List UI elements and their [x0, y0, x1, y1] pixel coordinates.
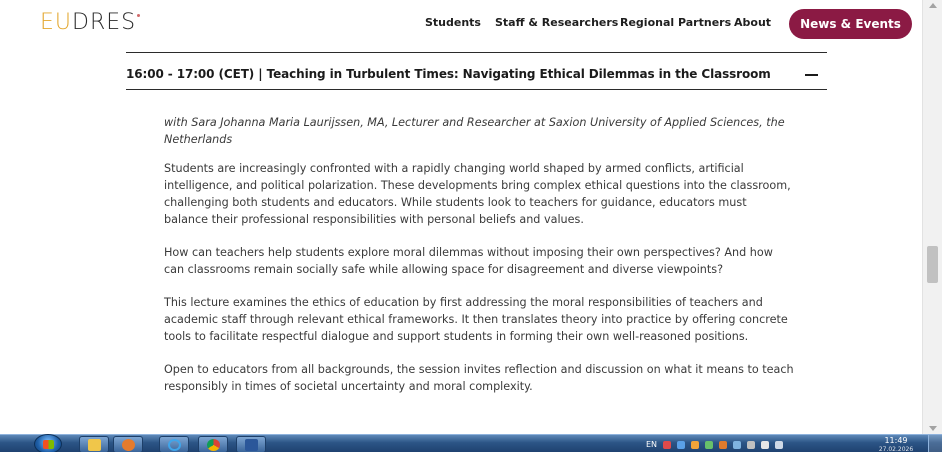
scroll-down-icon[interactable]: [929, 426, 937, 431]
tray-app-icon[interactable]: [677, 441, 685, 449]
windows-flag-icon: [43, 440, 54, 449]
windows-taskbar: [0, 434, 942, 452]
tray-app-icon[interactable]: [719, 441, 727, 449]
play-icon: [122, 439, 135, 451]
accordion-content: [164, 114, 794, 411]
folder-icon: [88, 439, 101, 451]
internet-explorer-icon[interactable]: [159, 436, 189, 452]
start-icon[interactable]: [34, 434, 62, 452]
explorer-icon[interactable]: [79, 436, 109, 452]
nav-regional-partners[interactable]: Regional Partners: [620, 16, 732, 29]
volume-icon[interactable]: [761, 441, 769, 449]
accordion-title[interactable]: 16:00 - 17:00 (CET) | Teaching in Turbulent Times: Navigating Ethical Dilemmas in the Classroom: [126, 67, 771, 81]
accordion-header-divider: [126, 89, 827, 90]
minus-icon[interactable]: [805, 74, 818, 76]
chrome-logo-icon: [207, 439, 220, 451]
scroll-thumb[interactable]: [927, 246, 938, 283]
scroll-up-icon[interactable]: [929, 3, 937, 8]
paragraph: Open to educators from all backgrounds, the session invites reflection and discussion on what it means to teach responsibly in times of societal uncertainty and moral complexity.: [164, 363, 794, 393]
word-logo-icon: [245, 439, 258, 451]
system-tray: [646, 438, 783, 451]
page-scrollbar[interactable]: [922, 0, 942, 434]
flag-icon[interactable]: [775, 441, 783, 449]
word-icon[interactable]: [236, 436, 266, 452]
accordion-top-divider: [126, 52, 827, 53]
network-icon[interactable]: [747, 441, 755, 449]
speaker-info: with Sara Johanna Maria Laurijssen, MA, Lecturer and Researcher at Saxion University of Applied Sciences, the Netherlands: [164, 116, 785, 146]
paragraph: This lecture examines the ethics of education by first addressing the moral responsibilities of teachers and academic staff through relevant ethical frameworks. It then translates theory into practice by offering concrete tools to facilitate respectful dialogue and support students in forming their own well-reasoned positions.: [164, 296, 788, 343]
nav-staff-researchers[interactable]: Staff & Researchers: [495, 16, 619, 29]
nav-about[interactable]: About: [734, 16, 772, 29]
tray-app-icon[interactable]: [691, 441, 699, 449]
show-desktop-button[interactable]: [928, 435, 942, 452]
system-clock[interactable]: 11:49 27.02.2026: [878, 436, 914, 452]
logo-dot: [137, 14, 140, 17]
media-player-icon[interactable]: [113, 436, 143, 452]
paragraph: How can teachers help students explore moral dilemmas without imposing their own perspectives? And how can classrooms remain socially safe while allowing space for disagreement and diverse viewpoints?: [164, 246, 773, 276]
chrome-icon[interactable]: [198, 436, 228, 452]
site-header: [0, 0, 922, 46]
tray-app-icon[interactable]: [705, 441, 713, 449]
language-indicator[interactable]: EN: [646, 440, 658, 449]
eudres-logo[interactable]: E U DRES: [40, 9, 140, 35]
paragraph: Students are increasingly confronted with a rapidly changing world shaped by armed conflicts, artificial intelligence, and political polarization. These developments bring complex ethical questions into the classroom, challenging both students and educators. While students look to teachers for guidance, educators must balance their professional responsibilities with personal beliefs and values.: [164, 162, 791, 226]
nav-students[interactable]: Students: [425, 16, 481, 29]
nav-news-events-button[interactable]: News & Events: [789, 9, 912, 39]
tray-app-icon[interactable]: [733, 441, 741, 449]
tray-app-icon[interactable]: [663, 441, 671, 449]
ie-logo-icon: [168, 439, 181, 451]
